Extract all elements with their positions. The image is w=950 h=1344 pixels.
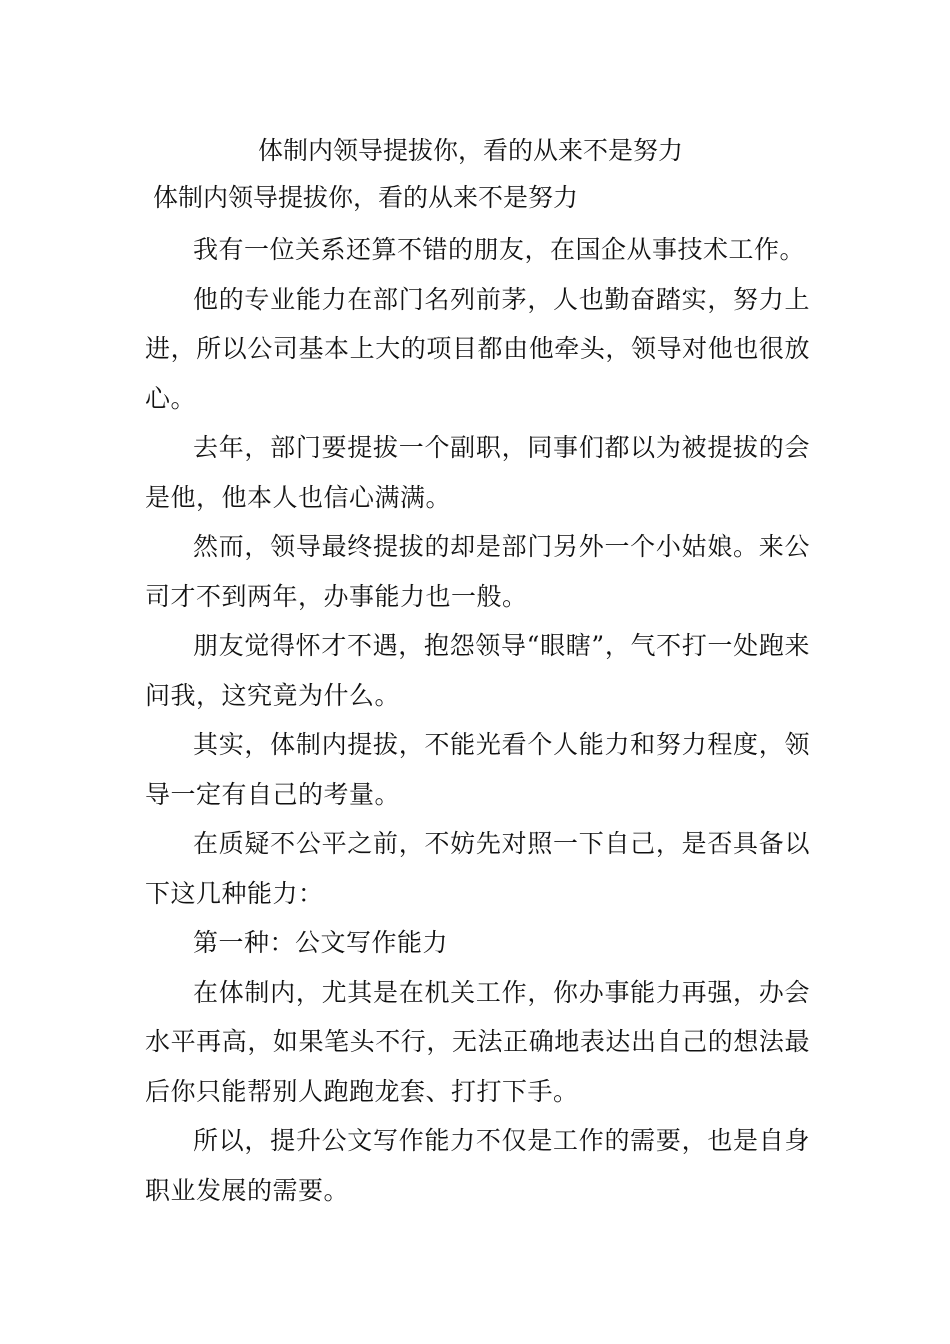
paragraph: 他的专业能力在部门名列前茅，人也勤奋踏实，努力上进，所以公司基本上大的项目都由他牵头，领导对他也很放心。 bbox=[145, 284, 810, 413]
paragraph: 在质疑不公平之前，不妨先对照一下自己，是否具备以下这几种能力： bbox=[145, 829, 810, 908]
document-body bbox=[145, 130, 810, 1215]
paragraph: 我有一位关系还算不错的朋友，在国企从事技术工作。 bbox=[193, 235, 806, 264]
section-heading: 第一种：公文写作能力 bbox=[193, 928, 449, 957]
paragraph: 在体制内，尤其是在机关工作，你办事能力再强，办会水平再高，如果笔头不行，无法正确地表达出自己的想法最后你只能帮别人跑跑龙套、打打下手。 bbox=[145, 977, 810, 1106]
paragraph: 去年，部门要提拔一个副职，同事们都以为被提拔的会是他，他本人也信心满满。 bbox=[145, 433, 810, 512]
paragraph: 然而，领导最终提拔的却是部门另外一个小姑娘。来公司才不到两年，办事能力也一般。 bbox=[145, 532, 810, 611]
document-subtitle: 体制内领导提拔你，看的从来不是努力 bbox=[153, 183, 579, 212]
paragraph: 其实，体制内提拔，不能光看个人能力和努力程度，领导一定有自己的考量。 bbox=[145, 730, 810, 809]
paragraph: 朋友觉得怀才不遇，抱怨领导“眼瞎”，气不打一处跑来问我，这究竟为什么。 bbox=[145, 631, 810, 710]
document-title: 体制内领导提拔你，看的从来不是努力 bbox=[258, 136, 684, 165]
paragraph: 所以，提升公文写作能力不仅是工作的需要，也是自身职业发展的需要。 bbox=[145, 1126, 810, 1205]
